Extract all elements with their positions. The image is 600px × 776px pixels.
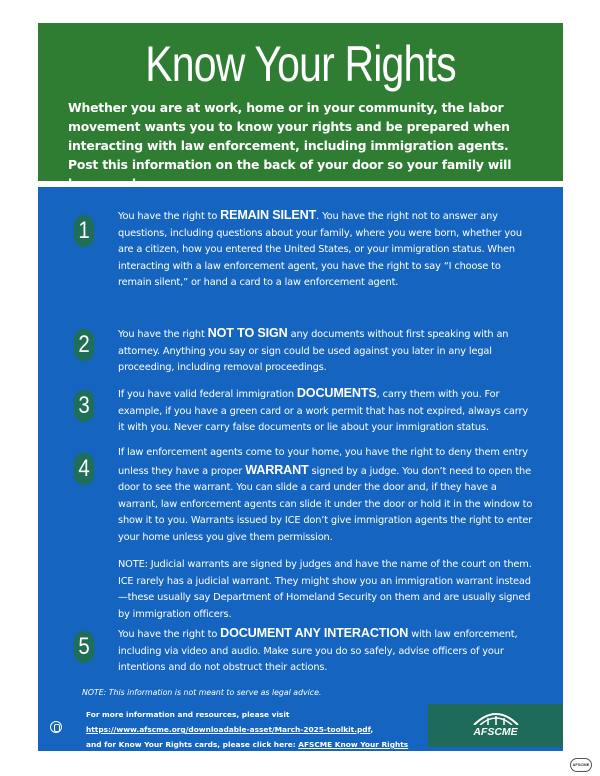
resources-heading: For more information and resources, please visit bbox=[86, 710, 290, 719]
right-text: You have the right to REMAIN SILENT. You have the right not to answer any questions, including questions about your family, where you were born, whether you are a citizen, how you entered the United States, or your immigration status. When interacting with a law enforcement agent, you have the right to say “I choose to remain silent,” or hand a card to a law enforcement agent. bbox=[118, 208, 522, 289]
intro-text: Whether you are at work, home or in your community, the labor movement wants you to know your rights and be prepared when interacting with law enforcement, including immigration agents. Post this information on the back of your door so your family will bbox=[68, 100, 512, 172]
right-keyword: NOT TO SIGN bbox=[207, 326, 288, 340]
right-keyword: DOCUMENT ANY INTERACTION bbox=[220, 626, 409, 640]
right-keyword: WARRANT bbox=[245, 462, 309, 477]
page-title: Know Your Rights bbox=[145, 36, 456, 92]
number-badge: 3 bbox=[74, 390, 94, 422]
logo-wordmark: AFSCME bbox=[473, 726, 518, 738]
right-keyword: REMAIN SILENT bbox=[220, 208, 317, 222]
header-banner bbox=[38, 23, 563, 181]
right-text: You have the right to DOCUMENT ANY INTERACTION with law enforcement, including via video and audio. Make sure you do so safely, advise officers of your intentions and do not obstruct their actions. bbox=[118, 626, 518, 674]
right-text: If you have valid federal immigration DOCUMENTS, carry them with you. For example, if you have a green card or a work permit that has not expired, always carry it with you. Never carry false documents or lie about your immigration status. bbox=[118, 386, 529, 434]
number-badge: 4 bbox=[74, 453, 94, 485]
rights-panel bbox=[38, 187, 563, 764]
legal-disclaimer: NOTE: This information is not meant to serve as legal advice. bbox=[82, 688, 322, 697]
cards-link[interactable]: AFSCME Know Your Rights Card.pdf bbox=[86, 740, 409, 764]
toolkit-line: https://www.afscme.org/downloadable-asset/March-2025-toolkit.pdf, bbox=[86, 725, 374, 734]
number-badge: 1 bbox=[74, 215, 94, 247]
logo-arch-icon bbox=[470, 709, 522, 725]
corner-afscme-logo: AFSCME bbox=[570, 758, 592, 772]
resources-block bbox=[86, 707, 431, 767]
right-keyword: DOCUMENTS bbox=[296, 386, 377, 400]
number-badge: 2 bbox=[74, 329, 94, 361]
cards-line: and for Know Your Rights cards, please click here: AFSCME Know Your Rights Card.pdf bbox=[86, 740, 409, 764]
toolkit-link[interactable]: https://www.afscme.org/downloadable-asset/March-2025-toolkit.pdf bbox=[86, 725, 371, 734]
right-text: You have the right NOT TO SIGN any documents without first speaking with an attorney. Anything you say or sign could be used against you later in any legal proceeding, including removal proceedings. bbox=[118, 326, 509, 374]
union-label-icon bbox=[50, 721, 62, 733]
number-badge: 5 bbox=[74, 631, 94, 663]
warrant-note: NOTE: Judicial warrants are signed by judges and have the name of the court on them. ICE rarely has a judicial warrant. They might show you an immigration warrant instead—these usually say Department of Homeland Security on them and are usually signed by immigration officers. bbox=[118, 559, 532, 620]
afscme-logo bbox=[428, 704, 563, 747]
poster bbox=[38, 23, 563, 764]
right-text: If law enforcement agents come to your home, you have the right to deny them entry unless they have a proper WARRANT signed by a judge. You don’t need to open the door to see the warrant. You can slide a card under the door and, if they have a warrant, law enforcement agents can slide it under the door or hold it in the window to show it to you. Warrants issued by ICE don’t give immigration agents the right to enter your home unless you give them permission. bbox=[118, 447, 533, 543]
